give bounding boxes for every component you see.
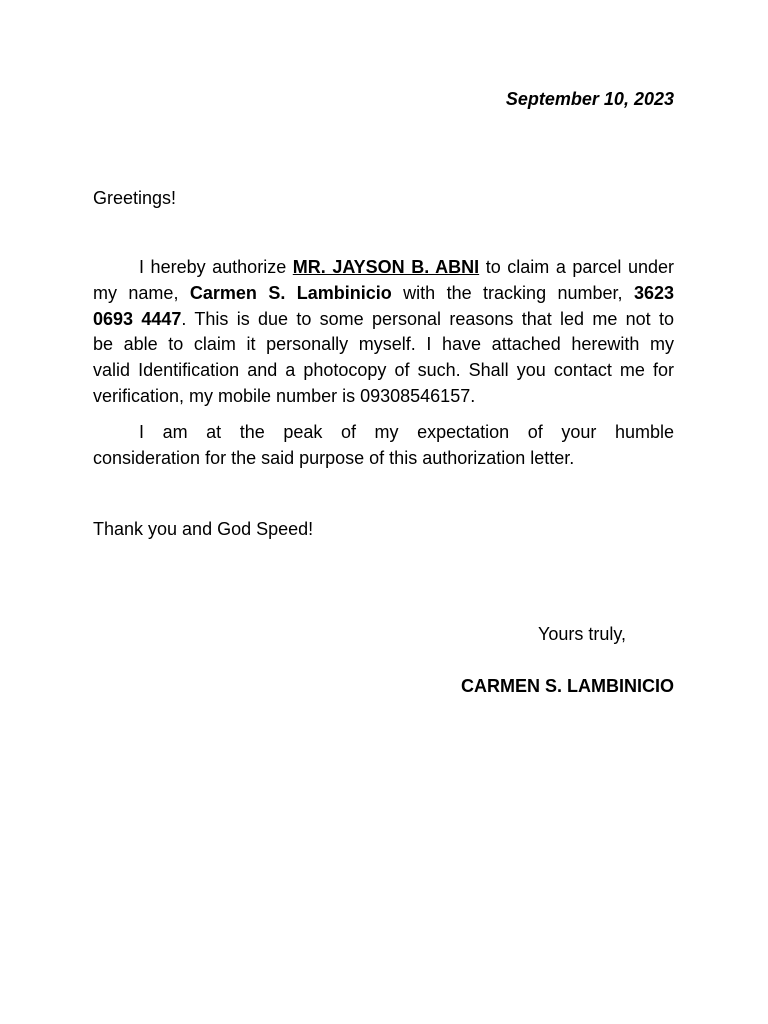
tracking-number-part: 0693 4447 [93, 308, 182, 329]
paragraph-line [93, 255, 674, 281]
letter-date: September 10, 2023 [505, 89, 674, 109]
line-text: be able to claim it personally myself. I have attached herewith my [93, 334, 674, 355]
line-text: I hereby authorize [139, 257, 293, 277]
paragraph-expectation [93, 419, 674, 471]
paragraph-line [93, 445, 674, 471]
line-text: to claim a parcel under [479, 257, 675, 277]
line-text: valid Identification and a photocopy of such. Shall you contact me for [93, 360, 674, 381]
line-text: . This is due to some personal reasons that led me not to [181, 308, 675, 329]
greeting: Greetings! [93, 188, 177, 208]
authorized-person-name: MR. JAYSON B. ABNI [292, 257, 480, 277]
tracking-number-part: 3623 [633, 282, 675, 303]
line-text: verification, my mobile number is 09308546157. [93, 385, 476, 406]
paragraph-line [93, 332, 674, 358]
paragraph-line [93, 281, 674, 307]
line-text: my name, [93, 282, 190, 303]
paragraph-line [93, 419, 674, 445]
paragraph-line [93, 307, 674, 333]
thanks-line: Thank you and God Speed! [93, 519, 314, 539]
paragraph-authorization [93, 255, 674, 410]
paragraph-line [93, 384, 674, 410]
paragraph-line [93, 358, 674, 384]
line-text: with the tracking number, [391, 282, 634, 303]
line-text: consideration for the said purpose of this authorization letter. [93, 448, 575, 468]
complimentary-close: Yours truly, [538, 624, 627, 644]
sender-name: Carmen S. Lambinicio [189, 282, 392, 303]
signatory-name: CARMEN S. LAMBINICIO [461, 676, 674, 696]
line-text: I am at the peak of my expectation of your humble [139, 422, 674, 442]
